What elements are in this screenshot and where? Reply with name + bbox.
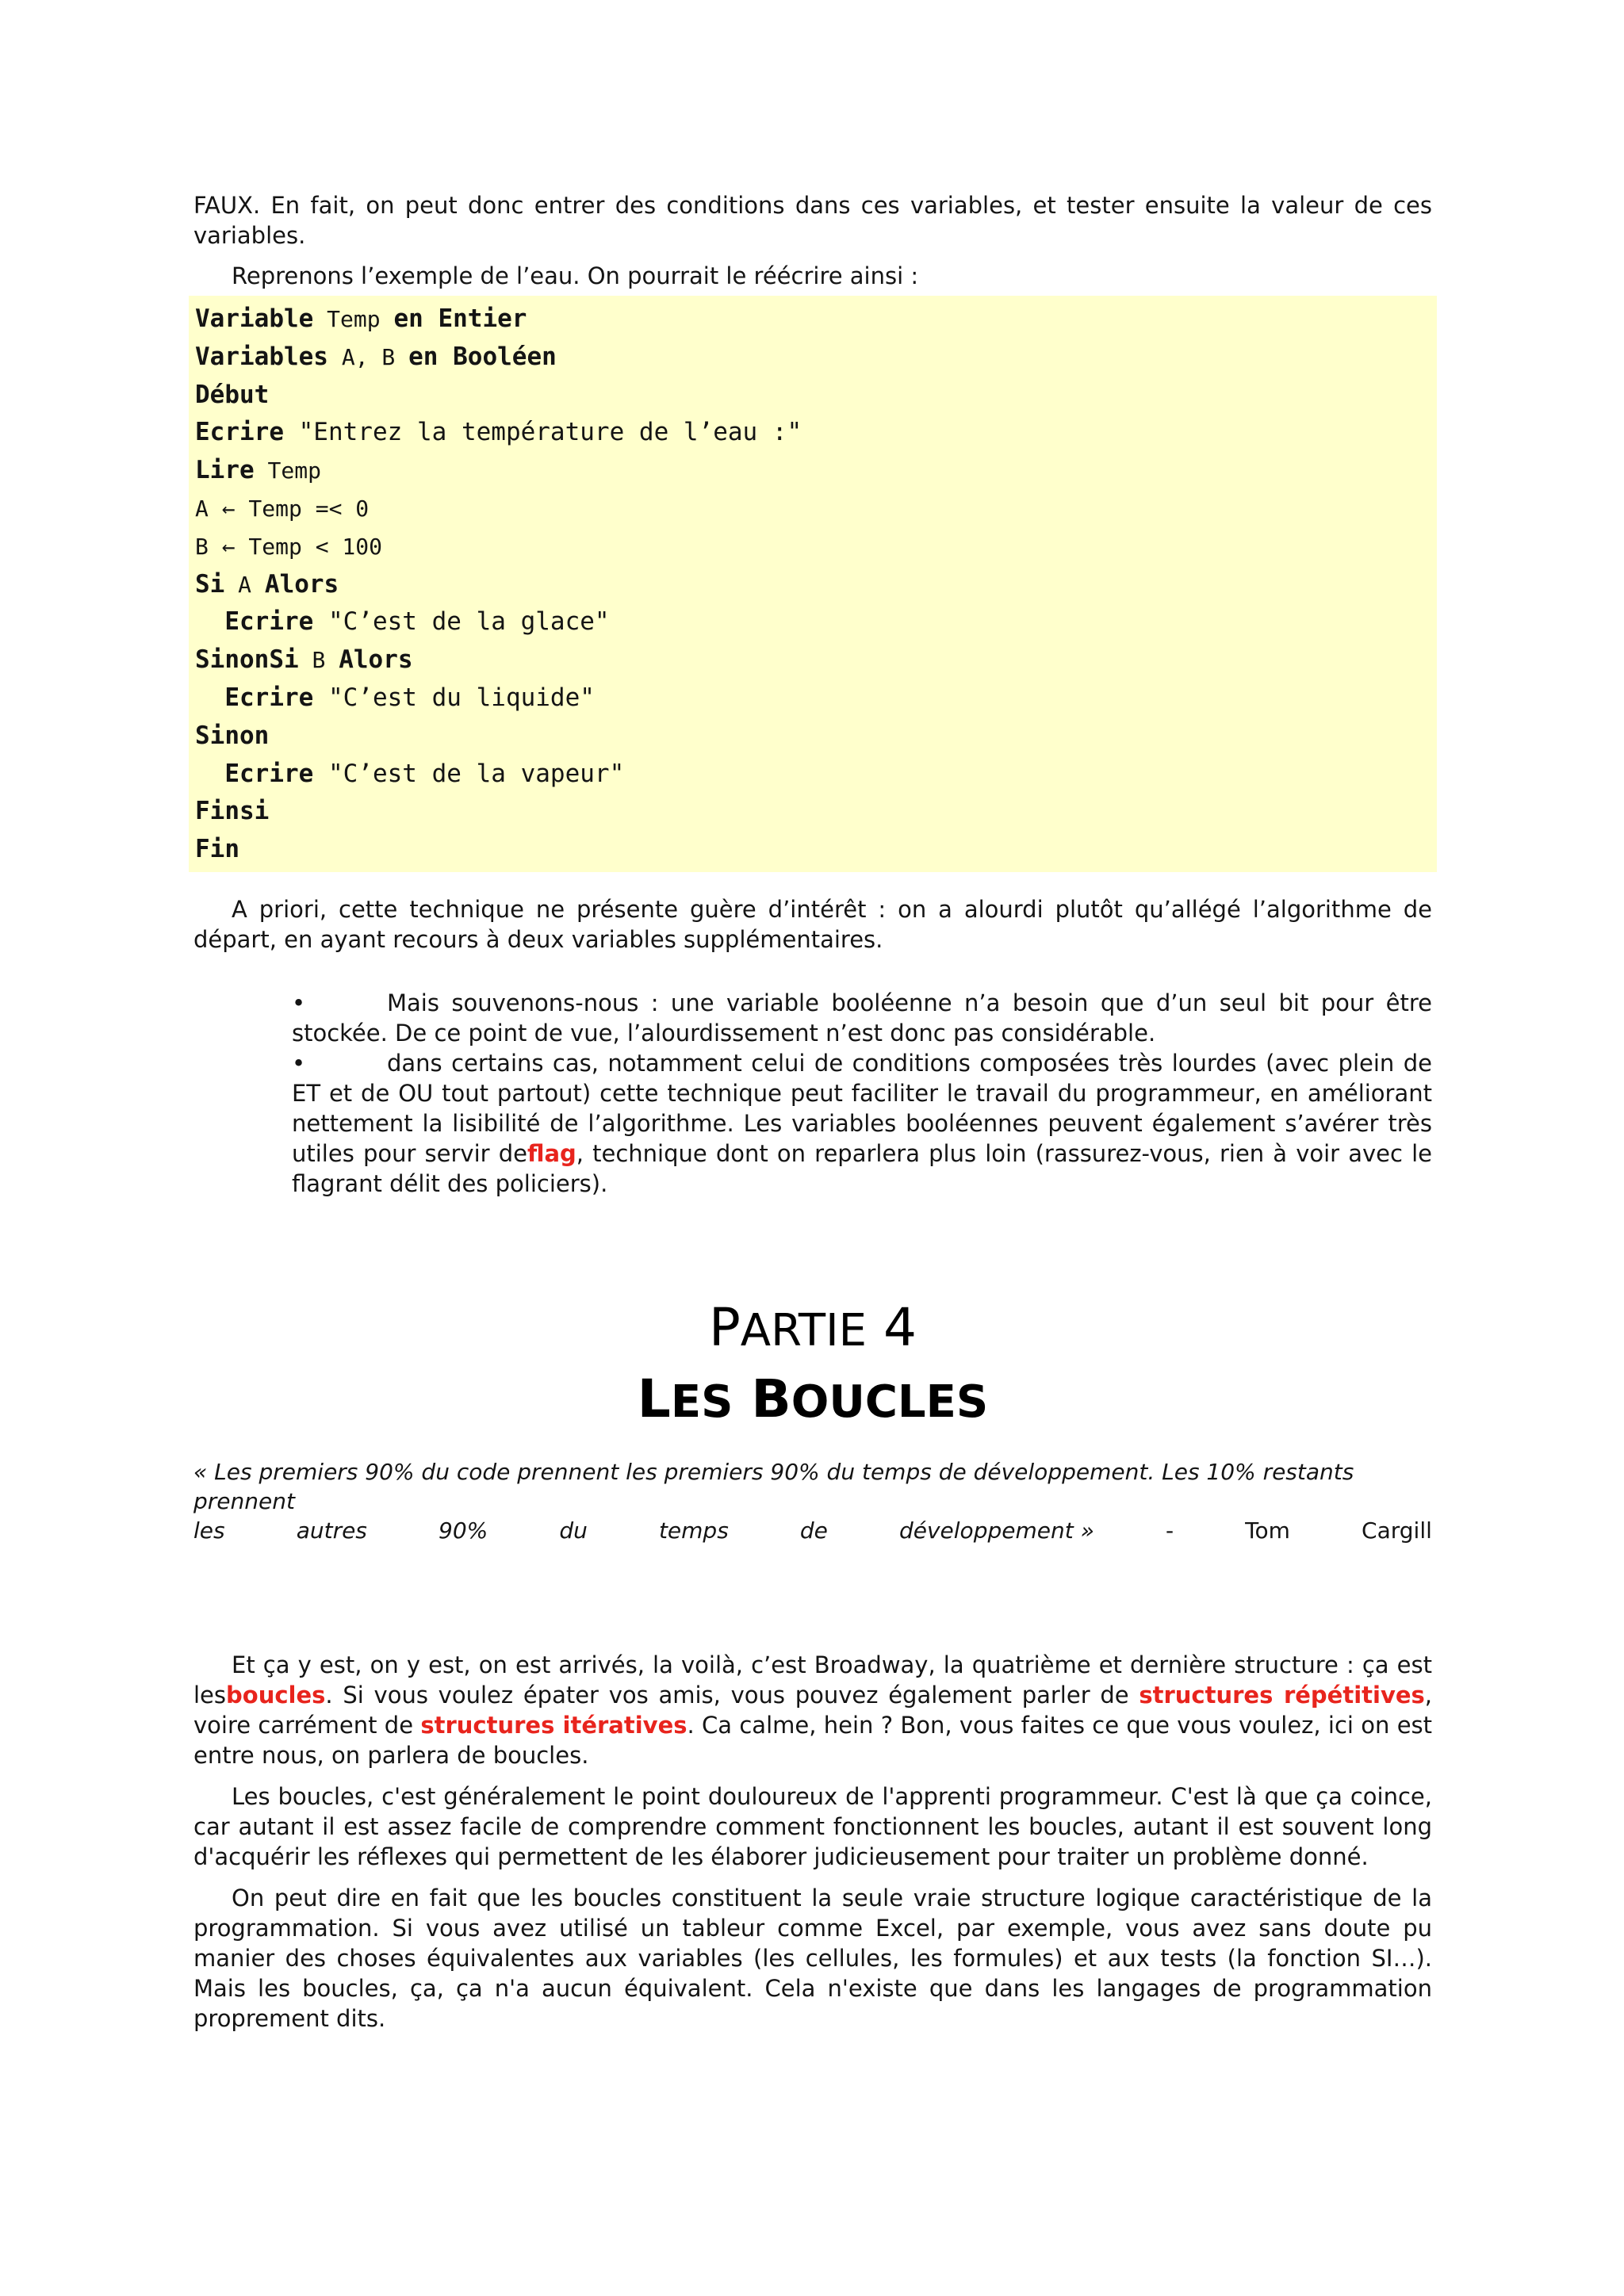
bullet-list [292,988,1432,1199]
code-line: Ecrire "C’est du liquide" [195,683,595,712]
code-line: B ← Temp < 100 [195,533,383,560]
bullet-text: Mais souvenons-nous : une variable booléenne n’a besoin que d’un seul bit pour être stockée. De ce point de vue, l’alourdissement n’est donc pas considérable. [292,989,1432,1047]
code-line: Ecrire "C’est de la glace" [195,607,610,637]
code-line: Variables A, B en Booléen [195,342,557,371]
epigraph [193,1457,1432,1545]
section-paragraph-3: On peut dire en fait que les boucles constituent la seule vraie structure logique caractéristique de la programmation. Si vous avez utilisé un tableur comme Excel, par exemple, vous avez sans doute pu manier des choses équivalentes aux variables (les cellules, les formules) et aux tests (la fonction SI…). Mais les boucles, ça, ça n'a aucun équivalent. Cela n'existe que dans les langages de programmation proprement dits. [193,1884,1432,2032]
bullet-text: dans certains cas, notamment celui de conditions composées très lourdes (avec plein de ET et de OU tout partout) cette technique peut faciliter le travail du programmeur, en améliorant nettement la lisibilité de l’algorithme. Les variables booléennes peuvent également s’avérer très utiles pour servir de [292,1049,1432,1167]
bullet-marker: • [292,989,306,1016]
code-line: Si A Alors [195,569,339,599]
code-block [189,296,1437,872]
page-content [193,190,1432,2034]
list-item [292,1048,1432,1199]
keyword-structures-repetitives: structures répétitives [1139,1681,1425,1709]
epigraph-line-2: les autres 90% du temps de développement » - Tom Cargill [193,1517,1432,1544]
code-line: SinonSi B Alors [195,645,413,675]
keyword-boucles: boucles [226,1681,326,1709]
after-code-paragraph: A priori, cette technique ne présente guère d’intérêt : on a alourdi plutôt qu’allégé l’algorithme de départ, en ayant recours à deux variables supplémentaires. [193,895,1432,953]
code-line: Sinon [195,721,270,750]
code-line: Ecrire "C’est de la vapeur" [195,759,625,788]
intro-paragraph-2: Reprenons l’exemple de l’eau. On pourrait le réécrire ainsi : [232,262,919,289]
keyword-flag: flag [527,1139,576,1167]
section-paragraph: Et ça y est, on y est, on est arrivés, la voilà, c’est Broadway, la quatrième et dernière structure : ça est lesboucles. Si vous voulez épater vos amis, vous pouvez également parler de structures répétitives, voire carrément de structures itératives. Ca calme, hein ? Bon, vous faites ce que vous voulez, ici on est entre nous, on parlera de boucles. [193,1651,1433,1769]
code-line: Ecrire "Entrez la température de l’eau :" [195,418,802,447]
code-line: Lire Temp [195,456,321,485]
code-line: A ← Temp =< 0 [195,495,370,522]
epigraph-line: « Les premiers 90% du code prennent les premiers 90% du temps de développement. Les 10% restants prennent [193,1458,1354,1514]
intro-paragraph: FAUX. En fait, on peut donc entrer des conditions dans ces variables, et tester ensuite la valeur de ces variables. [193,192,1432,249]
code-line: Finsi [195,797,270,826]
chapter-number: PARTIE 4 [708,1296,917,1358]
keyword-structures-iteratives: structures itératives [420,1711,688,1739]
chapter-title: LES BOUCLES [637,1368,989,1429]
code-line: Variable Temp en Entier [195,304,527,333]
section-paragraph-2: Les boucles, c'est généralement le point douloureux de l'apprenti programmeur. C'est là que ça coince, car autant il est assez facile de comprendre comment fonctionnent les boucles, autant il est souvent long d'acquérir les réflexes qui permettent de les élaborer judicieusement pour traiter un problème donné. [193,1782,1432,1870]
list-item [292,988,1432,1048]
bullet-marker: • [292,1049,306,1077]
chapter-heading [193,1294,1432,1437]
code-line: Fin [195,835,239,864]
code-line: Début [195,380,270,409]
bullet-text-end: , technique dont on reparlera plus loin (rassurez-vous, rien à voir avec le flagrant délit des policiers). [292,1139,1432,1197]
